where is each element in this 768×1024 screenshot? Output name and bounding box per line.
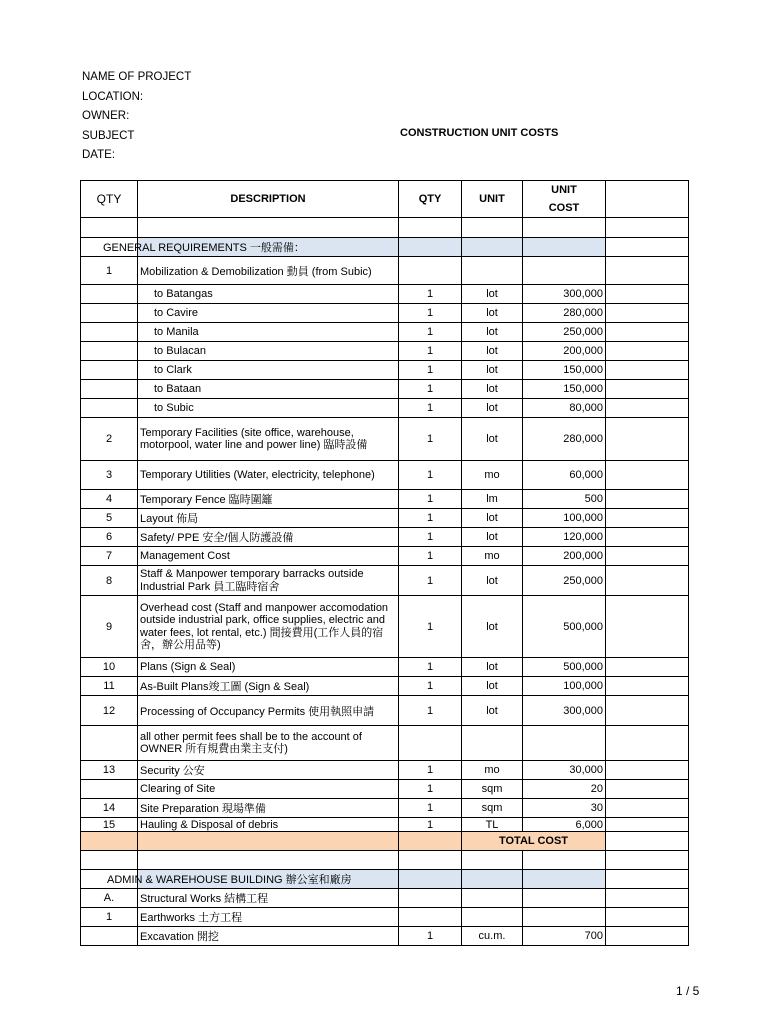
table-row — [81, 490, 689, 509]
row-qty — [399, 889, 462, 908]
row-unit-cost: 6,000 — [523, 818, 606, 832]
row-unit-cost: 700 — [523, 927, 606, 946]
section-admin-warehouse — [81, 870, 689, 889]
admin-rows — [81, 889, 689, 946]
row-extra — [606, 726, 689, 761]
row-number: 8 — [81, 566, 138, 596]
row-unit: lot — [462, 361, 523, 380]
row-unit: mo — [462, 761, 523, 780]
row-description: Temporary Facilities (site office, warehouse, motorpool, water line and power line) 臨時設備 — [138, 418, 399, 461]
row-number: 3 — [81, 461, 138, 490]
row-description: to Bataan — [138, 380, 399, 399]
row-extra — [606, 418, 689, 461]
row-description: Security 公安 — [138, 761, 399, 780]
row-unit-cost: 500,000 — [523, 596, 606, 658]
row-qty: 1 — [399, 696, 462, 726]
row-description: Hauling & Disposal of debris — [138, 818, 399, 832]
row-unit-cost — [523, 257, 606, 285]
row-unit: lot — [462, 509, 523, 528]
row-unit: lot — [462, 658, 523, 677]
row-number: 5 — [81, 509, 138, 528]
row-number: 1 — [81, 257, 138, 285]
row-qty: 1 — [399, 677, 462, 696]
row-extra — [606, 677, 689, 696]
row-unit-cost: 280,000 — [523, 304, 606, 323]
row-qty: 1 — [399, 780, 462, 799]
row-unit: lot — [462, 285, 523, 304]
blank-row — [81, 851, 689, 870]
row-number — [81, 285, 138, 304]
row-unit: cu.m. — [462, 927, 523, 946]
row-extra — [606, 596, 689, 658]
table-row — [81, 818, 689, 832]
table-row — [81, 696, 689, 726]
row-number — [81, 323, 138, 342]
row-qty: 1 — [399, 461, 462, 490]
table-row — [81, 342, 689, 361]
row-description: all other permit fees shall be to the account of OWNER 所有規費由業主支付) — [138, 726, 399, 761]
row-qty: 1 — [399, 818, 462, 832]
row-unit: lot — [462, 399, 523, 418]
row-extra — [606, 304, 689, 323]
section-general-requirements — [81, 238, 689, 257]
row-unit-cost: 120,000 — [523, 528, 606, 547]
project-name-label: NAME OF PROJECT — [82, 71, 192, 83]
row-number: A. — [81, 889, 138, 908]
row-unit — [462, 889, 523, 908]
row-description: Plans (Sign & Seal) — [138, 658, 399, 677]
row-description: Mobilization & Demobilization 動員 (from Subic) — [138, 257, 399, 285]
row-number: 15 — [81, 818, 138, 832]
row-number — [81, 399, 138, 418]
row-extra — [606, 818, 689, 832]
row-unit-cost: 500,000 — [523, 658, 606, 677]
document-title: CONSTRUCTION UNIT COSTS — [400, 127, 559, 139]
row-number: 1 — [81, 908, 138, 927]
row-extra — [606, 566, 689, 596]
general-rows — [81, 257, 689, 832]
row-number — [81, 927, 138, 946]
row-qty: 1 — [399, 658, 462, 677]
header-no: QTY — [81, 181, 138, 218]
row-unit-cost: 30 — [523, 799, 606, 818]
row-qty: 1 — [399, 323, 462, 342]
row-number: 9 — [81, 596, 138, 658]
row-qty: 1 — [399, 528, 462, 547]
row-extra — [606, 528, 689, 547]
row-unit: lot — [462, 677, 523, 696]
document-header — [82, 70, 702, 168]
table-row — [81, 509, 689, 528]
table-row — [81, 780, 689, 799]
cost-table — [80, 180, 689, 946]
row-unit-cost: 300,000 — [523, 285, 606, 304]
row-number — [81, 361, 138, 380]
row-extra — [606, 780, 689, 799]
row-description: Temporary Utilities (Water, electricity, telephone) — [138, 461, 399, 490]
row-unit-cost: 100,000 — [523, 677, 606, 696]
row-extra — [606, 323, 689, 342]
row-unit-cost: 280,000 — [523, 418, 606, 461]
row-number: 4 — [81, 490, 138, 509]
row-unit: lot — [462, 596, 523, 658]
row-number: 2 — [81, 418, 138, 461]
row-extra — [606, 547, 689, 566]
row-qty: 1 — [399, 547, 462, 566]
row-extra — [606, 257, 689, 285]
row-number: 14 — [81, 799, 138, 818]
table-row — [81, 566, 689, 596]
table-row — [81, 726, 689, 761]
row-description: to Batangas — [138, 285, 399, 304]
row-unit: TL — [462, 818, 523, 832]
section-label: ADMIN & WAREHOUSE BUILDING 辦公室和廠房 — [107, 874, 352, 886]
row-unit-cost — [523, 889, 606, 908]
row-unit: lm — [462, 490, 523, 509]
row-qty: 1 — [399, 761, 462, 780]
row-extra — [606, 361, 689, 380]
row-extra — [606, 658, 689, 677]
table-row — [81, 285, 689, 304]
table-header-row — [81, 181, 689, 218]
table-row — [81, 908, 689, 927]
row-extra — [606, 399, 689, 418]
table-row — [81, 418, 689, 461]
row-unit — [462, 908, 523, 927]
row-qty: 1 — [399, 927, 462, 946]
row-qty: 1 — [399, 304, 462, 323]
row-qty: 1 — [399, 799, 462, 818]
row-unit: mo — [462, 461, 523, 490]
subject-label: SUBJECT — [82, 129, 135, 142]
row-qty: 1 — [399, 285, 462, 304]
row-unit-cost: 200,000 — [523, 342, 606, 361]
row-number — [81, 304, 138, 323]
owner-label: OWNER: — [82, 110, 130, 122]
row-qty: 1 — [399, 566, 462, 596]
row-description: Processing of Occupancy Permits 使用執照申請 — [138, 696, 399, 726]
row-description: Overhead cost (Staff and manpower accomodation outside industrial park, office supplies, electric and water fees, lot rental, etc.) 間接費用(工作人員的宿舍，辦公用品等) — [138, 596, 399, 658]
row-unit-cost: 250,000 — [523, 566, 606, 596]
row-number: 7 — [81, 547, 138, 566]
table-row — [81, 399, 689, 418]
row-unit-cost: 300,000 — [523, 696, 606, 726]
row-unit: lot — [462, 418, 523, 461]
row-unit: lot — [462, 342, 523, 361]
location-label: LOCATION: — [82, 90, 144, 103]
row-number: 12 — [81, 696, 138, 726]
header-extra — [606, 181, 689, 218]
row-qty — [399, 257, 462, 285]
row-unit: mo — [462, 547, 523, 566]
date-label: DATE: — [82, 149, 116, 161]
row-description: Safety/ PPE 安全/個人防護設備 — [138, 528, 399, 547]
row-qty: 1 — [399, 361, 462, 380]
row-extra — [606, 696, 689, 726]
row-number — [81, 342, 138, 361]
row-qty: 1 — [399, 342, 462, 361]
page-number: 1 / 5 — [676, 984, 700, 998]
row-unit: lot — [462, 380, 523, 399]
row-unit-cost: 200,000 — [523, 547, 606, 566]
table-row — [81, 761, 689, 780]
row-number — [81, 380, 138, 399]
row-unit: lot — [462, 528, 523, 547]
row-extra — [606, 461, 689, 490]
row-qty — [399, 726, 462, 761]
row-unit: sqm — [462, 799, 523, 818]
row-unit-cost: 20 — [523, 780, 606, 799]
table-row — [81, 596, 689, 658]
row-unit: lot — [462, 323, 523, 342]
row-unit: lot — [462, 566, 523, 596]
row-description: to Manila — [138, 323, 399, 342]
row-extra — [606, 342, 689, 361]
row-qty: 1 — [399, 596, 462, 658]
table-row — [81, 323, 689, 342]
row-unit-cost: 250,000 — [523, 323, 606, 342]
row-unit-cost: 150,000 — [523, 361, 606, 380]
row-extra — [606, 490, 689, 509]
header-unit: UNIT — [462, 181, 523, 218]
row-extra — [606, 285, 689, 304]
row-description: As-Built Plans竣工圖 (Sign & Seal) — [138, 677, 399, 696]
row-unit: lot — [462, 696, 523, 726]
row-description: to Bulacan — [138, 342, 399, 361]
row-unit-cost — [523, 726, 606, 761]
row-qty: 1 — [399, 509, 462, 528]
row-description: Site Preparation 現場準備 — [138, 799, 399, 818]
table-row — [81, 677, 689, 696]
row-unit-cost: 500 — [523, 490, 606, 509]
row-description: Staff & Manpower temporary barracks outside Industrial Park 員工臨時宿舍 — [138, 566, 399, 596]
row-description: Temporary Fence 臨時圍籬 — [138, 490, 399, 509]
row-description: to Cavire — [138, 304, 399, 323]
table-row — [81, 799, 689, 818]
row-unit: sqm — [462, 780, 523, 799]
row-number: 10 — [81, 658, 138, 677]
row-qty — [399, 908, 462, 927]
total-row — [81, 832, 689, 851]
row-description: to Subic — [138, 399, 399, 418]
row-number: 13 — [81, 761, 138, 780]
row-description: Management Cost — [138, 547, 399, 566]
table-row — [81, 889, 689, 908]
total-label: TOTAL COST — [462, 832, 606, 851]
row-extra — [606, 927, 689, 946]
row-unit-cost: 80,000 — [523, 399, 606, 418]
row-extra — [606, 908, 689, 927]
header-unit-cost: UNIT COST — [523, 181, 606, 218]
table-row — [81, 528, 689, 547]
row-number — [81, 726, 138, 761]
row-unit: lot — [462, 304, 523, 323]
row-extra — [606, 380, 689, 399]
row-unit — [462, 257, 523, 285]
row-description: Earthworks 土方工程 — [138, 908, 399, 927]
row-description: to Clark — [138, 361, 399, 380]
row-description: Excavation 開挖 — [138, 927, 399, 946]
row-unit-cost — [523, 908, 606, 927]
row-unit-cost: 60,000 — [523, 461, 606, 490]
table-row — [81, 461, 689, 490]
table-row — [81, 361, 689, 380]
table-row — [81, 927, 689, 946]
row-unit-cost: 150,000 — [523, 380, 606, 399]
row-number: 11 — [81, 677, 138, 696]
row-qty: 1 — [399, 418, 462, 461]
row-qty: 1 — [399, 399, 462, 418]
row-qty: 1 — [399, 490, 462, 509]
row-extra — [606, 889, 689, 908]
table-row — [81, 380, 689, 399]
row-unit-cost: 100,000 — [523, 509, 606, 528]
blank-row — [81, 218, 689, 238]
table-row — [81, 547, 689, 566]
row-extra — [606, 509, 689, 528]
table-row — [81, 304, 689, 323]
row-qty: 1 — [399, 380, 462, 399]
row-number: 6 — [81, 528, 138, 547]
row-description: Structural Works 結構工程 — [138, 889, 399, 908]
header-description: DESCRIPTION — [138, 181, 399, 218]
row-description: Clearing of Site — [138, 780, 399, 799]
row-unit-cost: 30,000 — [523, 761, 606, 780]
row-unit — [462, 726, 523, 761]
row-description: Layout 佈局 — [138, 509, 399, 528]
row-extra — [606, 761, 689, 780]
section-label: GENERAL REQUIREMENTS 一般需備： — [103, 242, 305, 254]
header-qty: QTY — [399, 181, 462, 218]
row-extra — [606, 799, 689, 818]
table-row — [81, 257, 689, 285]
row-number — [81, 780, 138, 799]
table-row — [81, 658, 689, 677]
